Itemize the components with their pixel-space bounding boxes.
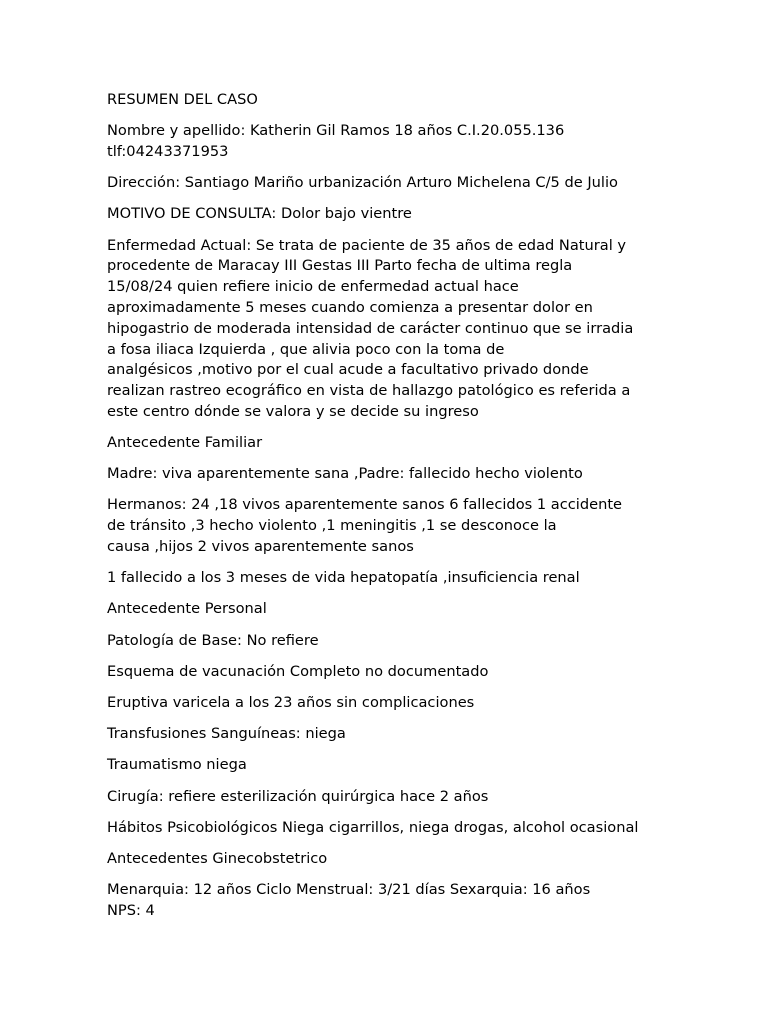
paragraph-current-illness: Enfermedad Actual: Se trata de paciente de 35 años de edad Natural y procedente de Maracay III Gestas III Parto fecha de ultima regla 15/08/24 quien refiere inicio de enfermedad actual hace aproximadamente 5 meses cuando comienza a presentar dolor en hipogastrio de moderada intensidad de carácter continuo que se irradia a fosa iliaca Izquierda , que alivia poco con la toma de analgésicos ,motivo por el cual acude a facultativo privado donde realizan rastreo ecográfico en vista de hallazgo patológico es referida a este centro dónde se valora y se decide su ingreso: [107, 236, 634, 420]
heading-family-history: Antecedente Familiar: [107, 434, 263, 452]
paragraph-patient-name: Nombre y apellido: Katherin Gil Ramos 18 años C.I.20.055.136 tlf:04243371953: [107, 122, 565, 160]
paragraph-child-deceased: 1 fallecido a los 3 meses de vida hepatopatía ,insuficiencia renal: [107, 569, 580, 587]
paragraph-surgery: Cirugía: refiere esterilización quirúrgica hace 2 años: [107, 787, 489, 805]
paragraph-menarche: Menarquia: 12 años Ciclo Menstrual: 3/21 días Sexarquia: 16 años NPS: 4: [107, 881, 591, 919]
document-body: [107, 90, 677, 932]
heading-personal-history: Antecedente Personal: [107, 600, 267, 618]
paragraph-parents: Madre: viva aparentemente sana ,Padre: fallecido hecho violento: [107, 465, 583, 483]
heading-gyneco-obstetric: Antecedentes Ginecobstetrico: [107, 849, 328, 867]
paragraph-base-pathology: Patología de Base: No refiere: [107, 631, 319, 649]
paragraph-siblings: Hermanos: 24 ,18 vivos aparentemente sanos 6 fallecidos 1 accidente de tránsito ,3 hecho violento ,1 meningitis ,1 se desconoce la causa ,hijos 2 vivos aparentemente sanos: [107, 496, 623, 556]
paragraph-vaccination: Esquema de vacunación Completo no documentado: [107, 662, 489, 680]
paragraph-reason-for-visit: MOTIVO DE CONSULTA: Dolor bajo vientre: [107, 205, 412, 223]
paragraph-eruptive: Eruptiva varicela a los 23 años sin complicaciones: [107, 694, 475, 712]
paragraph-habits: Hábitos Psicobiológicos Niega cigarrillos, niega drogas, alcohol ocasional: [107, 818, 639, 836]
paragraph-trauma: Traumatismo niega: [107, 756, 247, 774]
paragraph-address: Dirección: Santiago Mariño urbanización Arturo Michelena C/5 de Julio: [107, 174, 618, 192]
document-title: RESUMEN DEL CASO: [107, 91, 258, 108]
paragraph-transfusions: Transfusiones Sanguíneas: niega: [107, 725, 346, 743]
